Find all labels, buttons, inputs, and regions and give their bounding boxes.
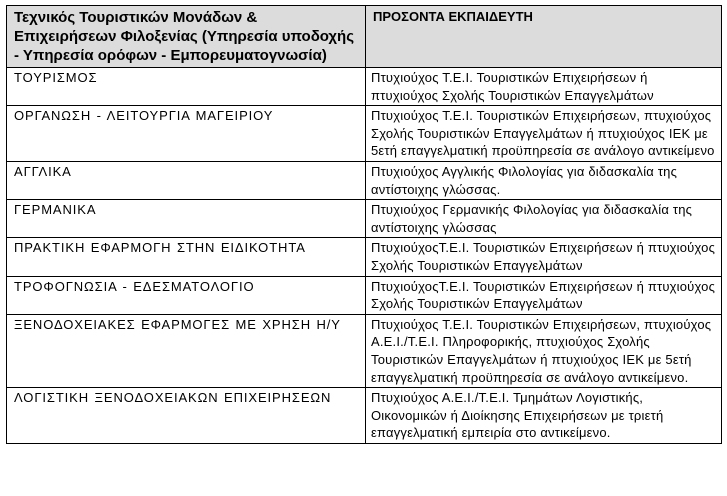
table-row — [7, 388, 722, 444]
table-row — [7, 161, 722, 199]
table-row — [7, 276, 722, 314]
qualification-cell: Πτυχιούχος Τ.Ε.Ι. Τουριστικών Επιχειρήσεων, πτυχιούχος Α.Ε.Ι./Τ.Ε.Ι. Πληροφορικής, πτυχιούχος Σχολής Τουριστικών Επαγγελμάτων ή πτυχιούχος ΙΕΚ με 5ετή επαγγελματική προϋπηρεσία σε ανάλογο αντικείμενο. — [366, 314, 722, 387]
qualification-cell: Πτυχιούχος Α.Ε.Ι./Τ.Ε.Ι. Τμημάτων Λογιστικής, Οικονομικών ή Διοίκησης Επιχειρήσεων με τριετή επαγγελματική εμπειρία στο αντικείμενο. — [366, 388, 722, 444]
qualification-cell: Πτυχιούχος Τ.Ε.Ι. Τουριστικών Επιχειρήσεων, πτυχιούχος Σχολής Τουριστικών Επαγγελμάτων ή πτυχιούχος ΙΕΚ με 5ετή επαγγελματική προϋπηρεσία σε ανάλογο αντικείμενο — [366, 106, 722, 162]
qualification-cell: ΠτυχιούχοςΤ.Ε.Ι. Τουριστικών Επιχειρήσεων ή πτυχιούχος Σχολής Τουριστικών Επαγγελμάτων — [366, 238, 722, 276]
qualification-cell: Πτυχιούχος Τ.Ε.Ι. Τουριστικών Επιχειρήσεων ή πτυχιούχος Σχολής Τουριστικών Επαγγελμάτων — [366, 68, 722, 106]
qualification-cell: ΠτυχιούχοςΤ.Ε.Ι. Τουριστικών Επιχειρήσεων ή πτυχιούχος Σχολής Τουριστικών Επαγγελμάτων — [366, 276, 722, 314]
course-name-cell: ΠΡΑΚΤΙΚΗ ΕΦΑΡΜΟΓΗ ΣΤΗΝ ΕΙΔΙΚΟΤΗΤΑ — [7, 238, 366, 276]
qualification-cell: Πτυχιούχος Αγγλικής Φιλολογίας για διδασκαλία της αντίστοιχης γλώσσας. — [366, 161, 722, 199]
table-row — [7, 200, 722, 238]
course-name-cell: ΟΡΓΑΝΩΣΗ - ΛΕΙΤΟΥΡΓΙΑ ΜΑΓΕΙΡΙΟΥ — [7, 106, 366, 162]
course-name-cell: ΞΕΝΟΔΟΧΕΙΑΚΕΣ ΕΦΑΡΜΟΓΕΣ ΜΕ ΧΡΗΣΗ Η/Υ — [7, 314, 366, 387]
qualification-cell: Πτυχιούχος Γερμανικής Φιλολογίας για διδασκαλία της αντίστοιχης γλώσσας — [366, 200, 722, 238]
document-page — [6, 5, 721, 444]
course-name-cell: ΤΡΟΦΟΓΝΩΣΙΑ - ΕΔΕΣΜΑΤΟΛΟΓΙΟ — [7, 276, 366, 314]
table-row — [7, 238, 722, 276]
qualifications-table — [6, 5, 722, 444]
course-name-cell: ΛΟΓΙΣΤΙΚΗ ΞΕΝΟΔΟΧΕΙΑΚΩΝ ΕΠΙΧΕΙΡΗΣΕΩΝ — [7, 388, 366, 444]
course-name-cell: ΓΕΡΜΑΝΙΚΑ — [7, 200, 366, 238]
table-row — [7, 314, 722, 387]
header-qualifications-title: ΠΡΟΣΟΝΤΑ ΕΚΠΑΙΔΕΥΤΗ — [366, 6, 722, 68]
course-name-cell: ΑΓΓΛΙΚΑ — [7, 161, 366, 199]
header-specialty-title: Τεχνικός Τουριστικών Μονάδων & Επιχειρήσεων Φιλοξενίας (Υπηρεσία υποδοχής - Υπηρεσία ορόφων - Εμπορευματογνωσία) — [7, 6, 366, 68]
table-row — [7, 68, 722, 106]
table-header-row — [7, 6, 722, 68]
table-row — [7, 106, 722, 162]
course-name-cell: ΤΟΥΡΙΣΜΟΣ — [7, 68, 366, 106]
